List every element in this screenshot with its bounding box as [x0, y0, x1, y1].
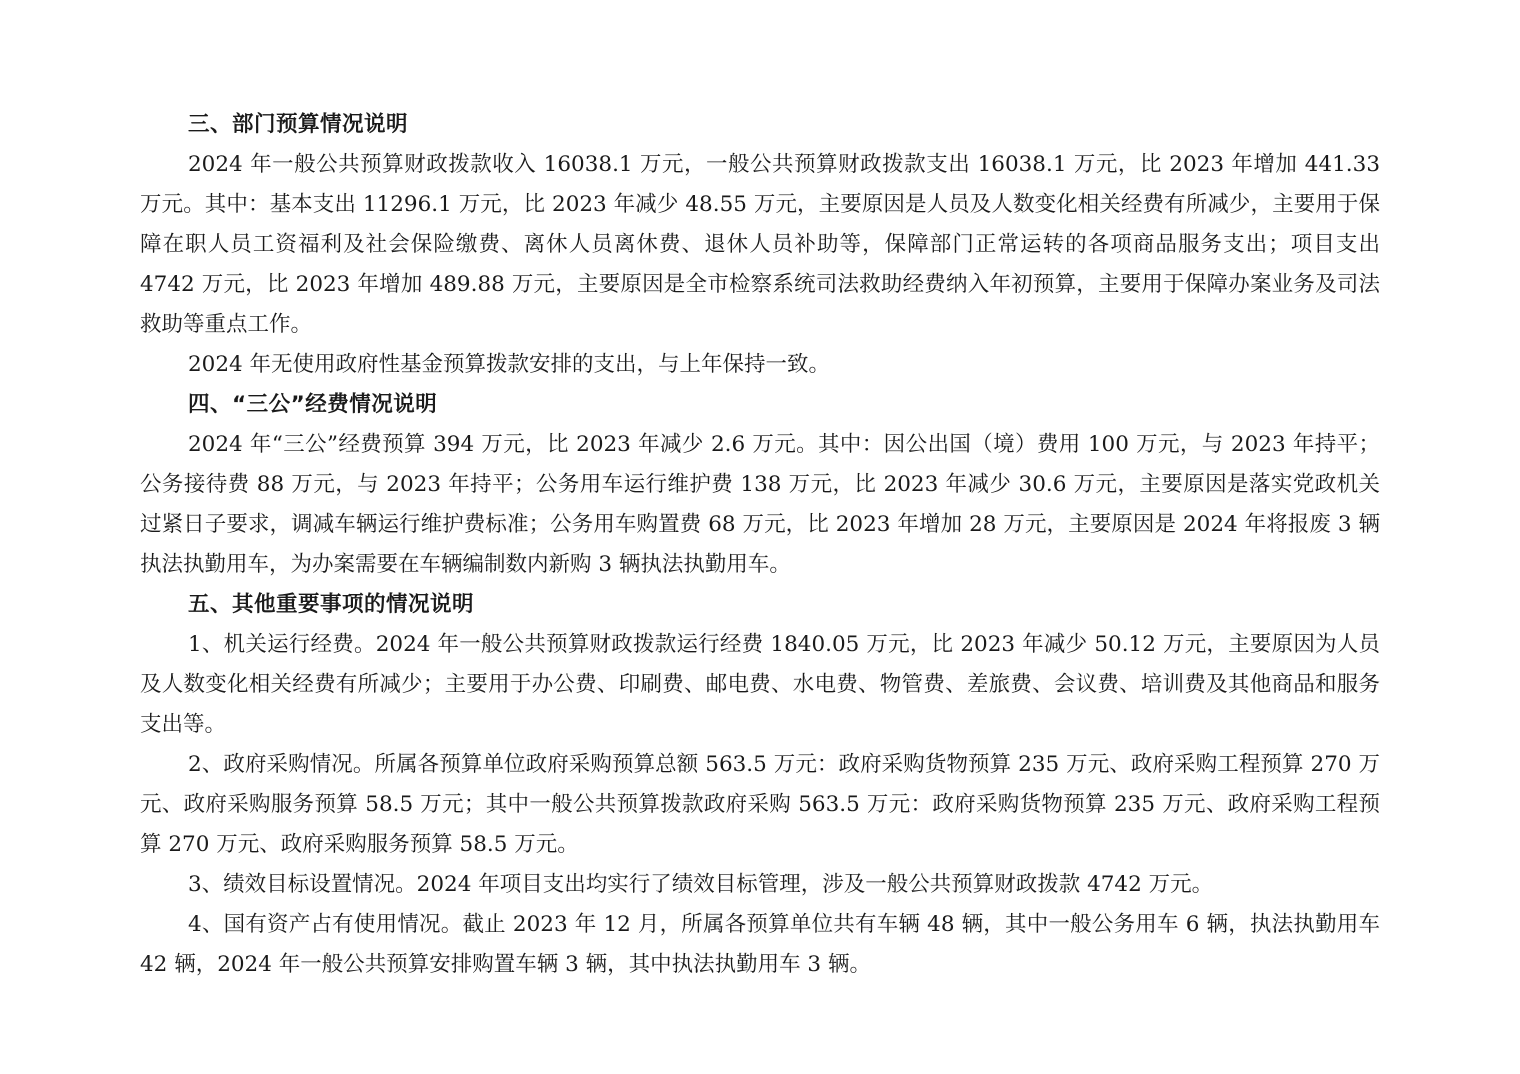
document-body: [140, 105, 1380, 985]
section-5-paragraph-3: 3、绩效目标设置情况。2024 年项目支出均实行了绩效目标管理，涉及一般公共预算财政拨款 4742 万元。: [188, 872, 1214, 897]
section-5-paragraph-4: 4、国有资产占有使用情况。截止 2023 年 12 月，所属各预算单位共有车辆 48 辆，其中一般公务用车 6 辆，执法执勤用车 42 辆，2024 年一般公共预算安排购置车辆 3 辆，其中执法执勤用车 3 辆。: [140, 912, 1380, 977]
section-heading-4: 四、“三公”经费情况说明: [188, 392, 438, 417]
section-heading-5: 五、其他重要事项的情况说明: [188, 592, 475, 617]
section-3-paragraph-1: 2024 年一般公共预算财政拨款收入 16038.1 万元，一般公共预算财政拨款支出 16038.1 万元，比 2023 年增加 441.33 万元。其中：基本支出 11296.1 万元，比 2023 年减少 48.55 万元，主要原因是人员及人数变化相关经费有所减少，主要用于保障在职人员工资福利及社会保险缴费、离休人员离休费、退休人员补助等，保障部门正常运转的各项商品服务支出；项目支出 4742 万元，比 2023 年增加 489.88 万元，主要原因是全市检察系统司法救助经费纳入年初预算，主要用于保障办案业务及司法救助等重点工作。: [140, 152, 1380, 337]
section-heading-3: 三、部门预算情况说明: [188, 112, 409, 137]
section-5-paragraph-1: 1、机关运行经费。2024 年一般公共预算财政拨款运行经费 1840.05 万元，比 2023 年减少 50.12 万元，主要原因为人员及人数变化相关经费有所减少；主要用于办公费、印刷费、邮电费、水电费、物管费、差旅费、会议费、培训费及其他商品和服务支出等。: [140, 632, 1380, 737]
section-5-paragraph-2: 2、政府采购情况。所属各预算单位政府采购预算总额 563.5 万元：政府采购货物预算 235 万元、政府采购工程预算 270 万元、政府采购服务预算 58.5 万元；其中一般公共预算拨款政府采购 563.5 万元：政府采购货物预算 235 万元、政府采购工程预算 270 万元、政府采购服务预算 58.5 万元。: [140, 752, 1380, 857]
section-4-paragraph-1: 2024 年“三公”经费预算 394 万元，比 2023 年减少 2.6 万元。其中：因公出国（境）费用 100 万元，与 2023 年持平；公务接待费 88 万元，与 2023 年持平；公务用车运行维护费 138 万元，比 2023 年减少 30.6 万元，主要原因是落实党政机关过紧日子要求，调减车辆运行维护费标准；公务用车购置费 68 万元，比 2023 年增加 28 万元，主要原因是 2024 年将报废 3 辆执法执勤用车，为办案需要在车辆编制数内新购 3 辆执法执勤用车。: [140, 432, 1380, 577]
section-3-paragraph-2: 2024 年无使用政府性基金预算拨款安排的支出，与上年保持一致。: [188, 352, 831, 377]
